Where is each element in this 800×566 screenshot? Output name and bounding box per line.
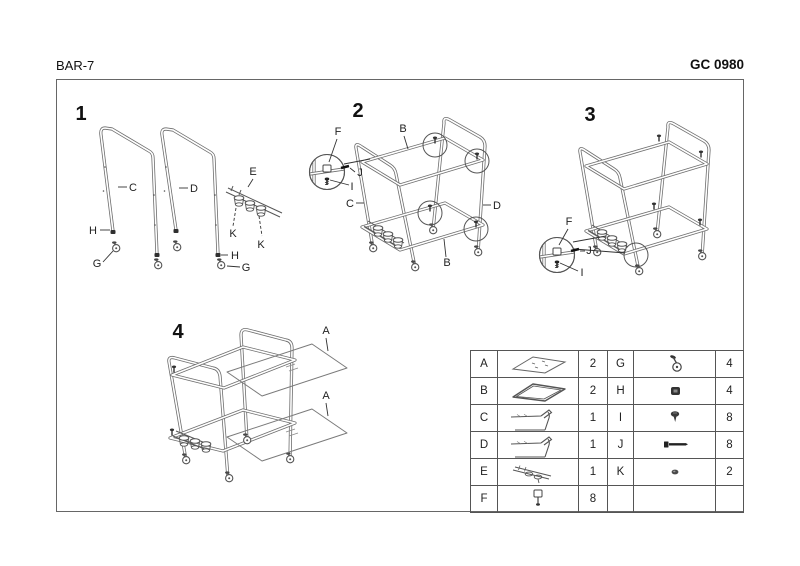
table-row xyxy=(471,378,744,405)
part-label-a: A xyxy=(322,325,330,337)
step-number: 2 xyxy=(352,100,364,122)
step-1-callouts xyxy=(89,166,265,274)
part-icon-cell xyxy=(498,405,579,432)
step-4-drawing xyxy=(140,310,440,500)
part-label-k: K xyxy=(257,239,265,251)
part-letter: E xyxy=(471,459,498,486)
step-3-drawing xyxy=(530,95,745,300)
step-1-drawing xyxy=(55,95,300,290)
part-label-j: J xyxy=(586,245,592,257)
part-qty: 2 xyxy=(716,459,744,486)
caster-wheel xyxy=(217,258,225,268)
part-icon-cell xyxy=(634,405,716,432)
part-letter: D xyxy=(471,432,498,459)
part-label-c: C xyxy=(346,198,354,210)
part-qty: 2 xyxy=(579,351,608,378)
part-label-i: I xyxy=(350,181,354,193)
caster-wheel xyxy=(243,433,251,443)
part-label-f: F xyxy=(334,126,342,138)
part-label-a: A xyxy=(322,390,330,402)
part-label-c: C xyxy=(129,182,137,194)
shelf-frame-icon xyxy=(499,378,578,404)
part-letter: F xyxy=(471,486,498,513)
part-label-j: J xyxy=(357,167,363,179)
part-letter: B xyxy=(471,378,498,405)
clamp-icon xyxy=(499,486,578,512)
part-qty: 4 xyxy=(716,378,744,405)
part-label-b: B xyxy=(399,123,407,135)
part-label-f: F xyxy=(565,216,573,228)
part-letter: G xyxy=(608,351,634,378)
side-frame-icon xyxy=(499,405,578,431)
part-qty: 2 xyxy=(579,378,608,405)
caster-wheel xyxy=(225,471,233,481)
parts-table xyxy=(470,350,744,513)
caster-wheel xyxy=(286,452,294,462)
part-label-b: B xyxy=(443,257,451,269)
step-number: 1 xyxy=(75,103,87,125)
step-number: 3 xyxy=(584,104,596,126)
step-2-drawing xyxy=(300,95,530,290)
part-qty: 4 xyxy=(716,351,744,378)
model-name: BAR-7 xyxy=(56,58,95,73)
side-frame-c xyxy=(101,128,162,269)
bottle-rack-icon xyxy=(499,459,578,485)
part-letter: I xyxy=(608,405,634,432)
table-row xyxy=(471,486,744,513)
part-icon-cell xyxy=(498,432,579,459)
glass-shelf-icon xyxy=(499,351,578,377)
part-qty: 8 xyxy=(579,486,608,513)
part-label-i: I xyxy=(580,267,584,279)
empty-cell xyxy=(608,486,634,513)
empty-cell xyxy=(716,486,744,513)
caster-wheel xyxy=(182,453,190,463)
caster-wheel xyxy=(474,245,482,255)
caster-wheel xyxy=(698,249,706,259)
part-icon-cell xyxy=(634,351,716,378)
side-frame-d xyxy=(162,129,225,269)
part-icon-cell xyxy=(634,432,716,459)
part-label-h: H xyxy=(89,225,97,237)
part-label-e: E xyxy=(249,166,257,178)
part-icon-cell xyxy=(498,486,579,513)
part-qty: 8 xyxy=(716,432,744,459)
screw-icon xyxy=(635,405,715,431)
caster-wheel xyxy=(173,240,181,250)
part-label-k: K xyxy=(229,228,237,240)
step-4-callouts xyxy=(322,325,330,416)
plug-cap-icon xyxy=(635,459,715,485)
bolt-icon xyxy=(635,432,715,458)
part-letter: C xyxy=(471,405,498,432)
part-icon-cell xyxy=(498,351,579,378)
part-icon-cell xyxy=(634,378,716,405)
caster-wheel xyxy=(112,241,120,251)
table-row xyxy=(471,405,744,432)
part-label-d: D xyxy=(190,183,198,195)
side-frame-icon xyxy=(499,432,578,458)
part-letter: A xyxy=(471,351,498,378)
part-qty: 8 xyxy=(716,405,744,432)
part-label-g: G xyxy=(241,262,251,274)
cart-frame xyxy=(169,330,295,482)
part-icon-cell xyxy=(498,378,579,405)
caster-wheel-icon xyxy=(635,351,715,377)
table-row xyxy=(471,459,744,486)
part-qty: 1 xyxy=(579,432,608,459)
caster-wheel xyxy=(369,241,377,251)
caster-wheel xyxy=(653,227,661,237)
caster-wheel xyxy=(411,260,419,270)
part-qty: 1 xyxy=(579,459,608,486)
part-qty: 1 xyxy=(579,405,608,432)
part-label-d: D xyxy=(493,200,501,212)
part-icon-cell xyxy=(634,459,716,486)
cart-frame xyxy=(356,119,485,271)
part-label-g: G xyxy=(92,258,102,270)
table-row xyxy=(471,432,744,459)
end-cap-icon xyxy=(635,378,715,404)
step-number: 4 xyxy=(172,321,184,343)
cart-frame xyxy=(580,123,709,275)
part-label-h: H xyxy=(231,250,239,262)
caster-wheel xyxy=(154,258,162,268)
product-code: GC 0980 xyxy=(689,57,744,72)
table-row xyxy=(471,351,744,378)
empty-cell xyxy=(634,486,716,513)
part-icon-cell xyxy=(498,459,579,486)
part-letter: K xyxy=(608,459,634,486)
part-letter: H xyxy=(608,378,634,405)
part-letter: J xyxy=(608,432,634,459)
